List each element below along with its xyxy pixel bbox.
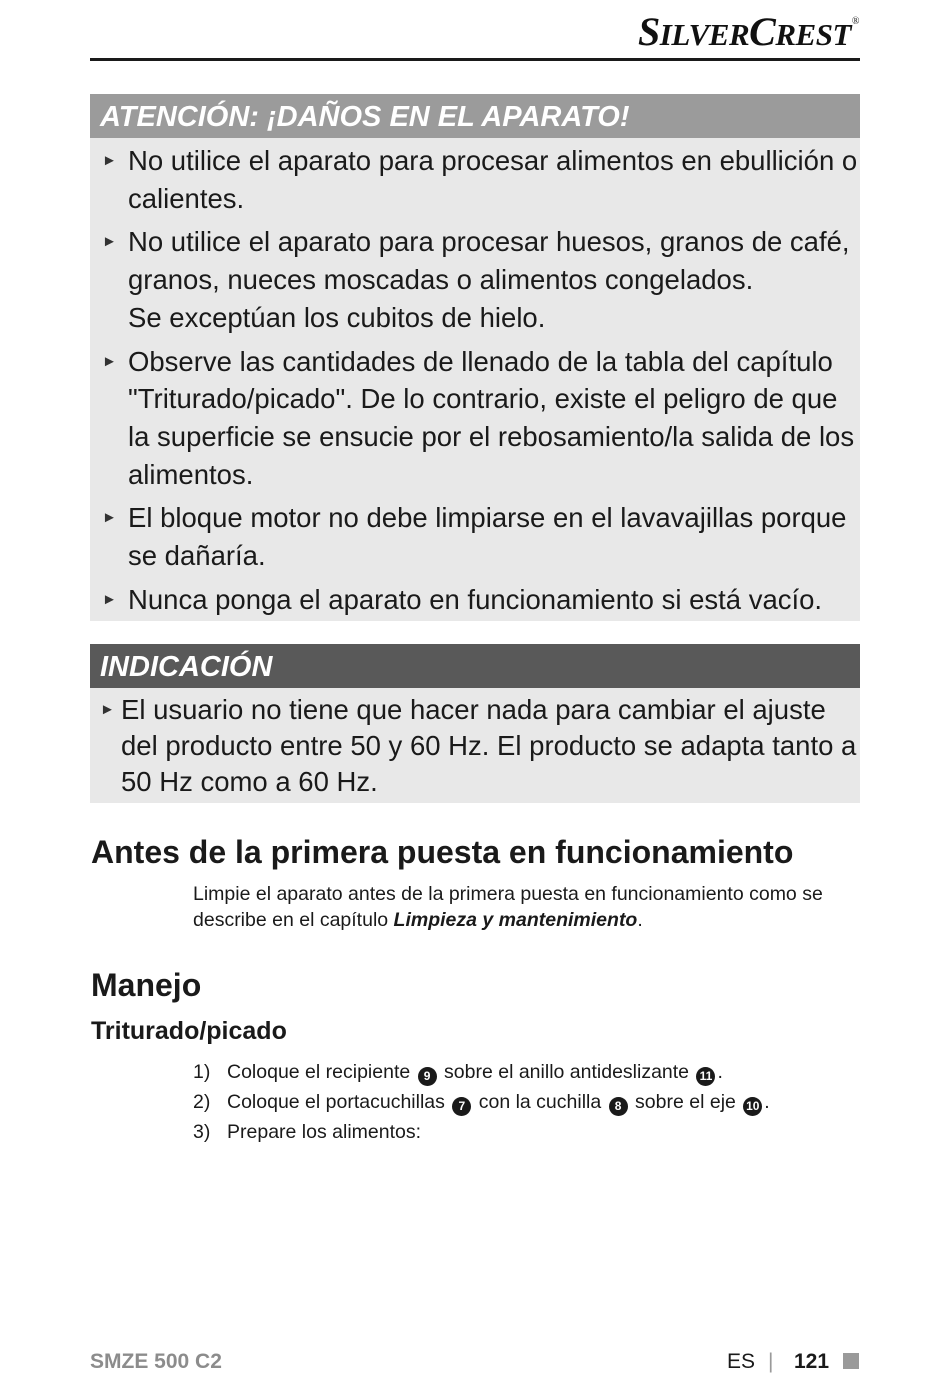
chapter-reference: Limpieza y mantenimiento xyxy=(393,909,638,931)
part-number-badge: 9 xyxy=(418,1067,437,1086)
list-item: ► El bloque motor no debe limpiarse en el lavavajillas porque se dañaría. xyxy=(90,499,860,574)
part-number-badge: 10 xyxy=(743,1097,762,1116)
triangle-right-icon: ► xyxy=(102,233,117,251)
note-list xyxy=(90,692,860,800)
warning-box xyxy=(90,94,860,621)
subsection-heading: Triturado/picado xyxy=(91,1017,287,1045)
list-item: ► Observe las cantidades de llenado de la tabla del capítulo "Triturado/picado". De lo contrario, existe el peligro de que la superficie se ensucie por el rebosamiento/la salida de los alimentos. xyxy=(90,343,860,494)
triangle-right-icon: ► xyxy=(102,152,117,169)
step-item: 2) Coloque el portacuchillas 7 con la cuchilla 8 sobre el eje 10 . xyxy=(193,1089,770,1119)
footer-separator: | xyxy=(768,1350,774,1373)
page-number: 121 xyxy=(794,1350,830,1373)
section-heading-operation: Manejo xyxy=(91,967,202,1003)
section-paragraph: Limpie el aparato antes de la primera puesta en funcionamiento como se describe en el capítulo Limpieza y mantenimiento. xyxy=(193,883,823,931)
step-item: 1) Coloque el recipiente 9 sobre el anillo antideslizante 11 . xyxy=(193,1059,770,1089)
list-item: ► No utilice el aparato para procesar alimentos en ebullición o calientes. xyxy=(90,142,860,217)
triangle-right-icon: ► xyxy=(102,509,117,527)
section-heading-before-first-use: Antes de la primera puesta en funcionamiento xyxy=(91,834,794,870)
step-item: 3) Prepare los alimentos: xyxy=(193,1121,422,1143)
footer-model-number: SMZE 500 C2 xyxy=(90,1350,222,1373)
header-rule xyxy=(90,58,860,61)
list-item: ► No utilice el aparato para procesar huesos, granos de café, granos, nueces moscadas o alimentos congelados. Se exceptúan los cubitos de hielo. xyxy=(90,223,860,336)
list-item: ► El usuario no tiene que hacer nada para cambiar el ajuste del producto entre 50 y 60 Hz. El producto se adapta tanto a 50 Hz como a 60 Hz. xyxy=(100,694,857,797)
warning-list xyxy=(90,142,860,618)
footer-square-icon xyxy=(843,1353,859,1369)
triangle-right-icon: ► xyxy=(102,590,117,608)
part-number-badge: 8 xyxy=(609,1097,628,1116)
triangle-right-icon: ► xyxy=(100,701,115,718)
list-item: ► Nunca ponga el aparato en funcionamiento si está vacío. xyxy=(90,581,860,619)
warning-title: ATENCIÓN: ¡DAÑOS EN EL APARATO! xyxy=(90,94,860,138)
part-number-badge: 11 xyxy=(696,1067,715,1086)
part-number-badge: 7 xyxy=(452,1097,471,1116)
silvercrest-logo: SILVERCREST® xyxy=(638,9,859,54)
footer-language: ES xyxy=(727,1350,756,1373)
note-title: INDICACIÓN xyxy=(90,644,860,688)
triangle-right-icon: ► xyxy=(102,352,117,370)
steps-list xyxy=(193,1059,770,1149)
note-box xyxy=(90,644,860,803)
